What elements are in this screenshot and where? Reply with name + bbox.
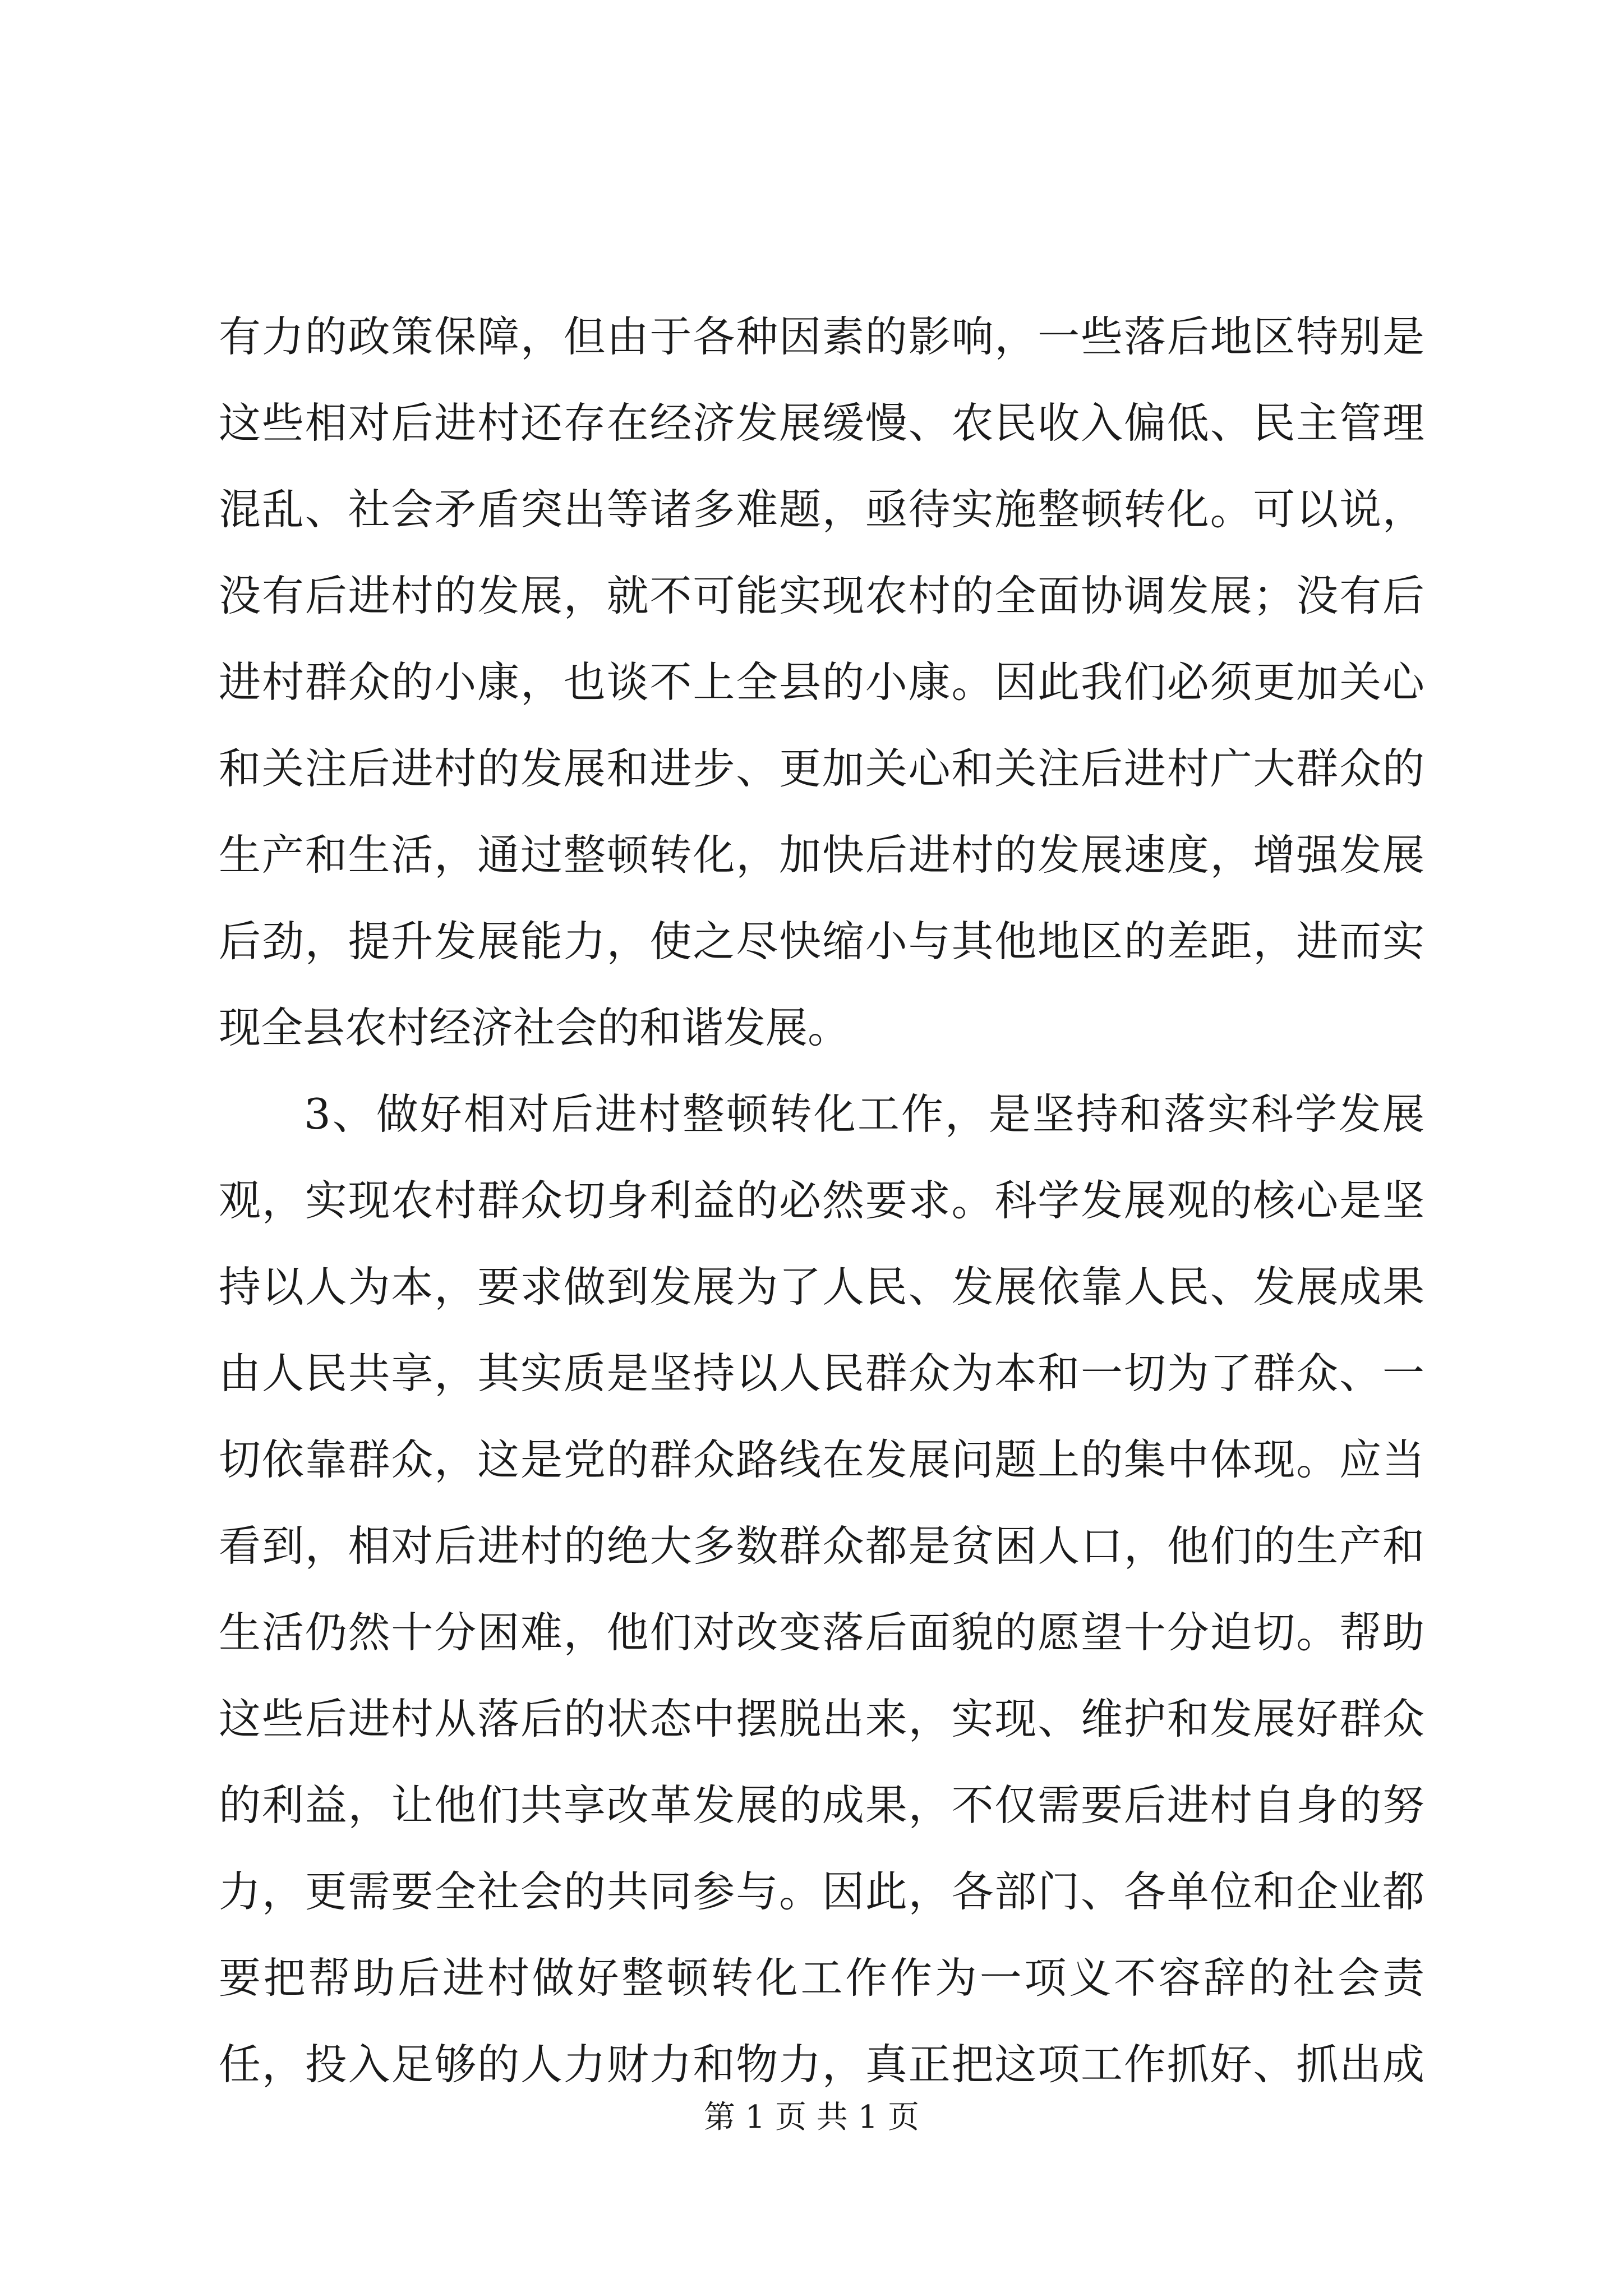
body-text-line: 的利益，让他们共享改革发展的成果，不仅需要后进村自身的努 <box>219 1780 1424 1830</box>
body-text-line: 观，实现农村群众切身利益的必然要求。科学发展观的核心是坚 <box>219 1176 1424 1225</box>
body-text-line: 后劲，提升发展能力，使之尽快缩小与其他地区的差距，进而实 <box>219 917 1424 966</box>
body-text-line: 这些后进村从落后的状态中摆脱出来，实现、维护和发展好群众 <box>219 1694 1424 1743</box>
body-text-line: 由人民共享，其实质是坚持以人民群众为本和一切为了群众、一 <box>219 1349 1424 1398</box>
paragraph-first-line: 3、做好相对后进村整顿转化工作，是坚持和落实科学发展 <box>304 1089 1424 1139</box>
body-text-line: 混乱、社会矛盾突出等诸多难题，亟待实施整顿转化。可以说， <box>219 485 1424 534</box>
body-text-line: 现全县农村经济社会的和谐发展。 <box>219 1003 850 1052</box>
body-text-line: 这些相对后进村还存在经济发展缓慢、农民收入偏低、民主管理 <box>219 398 1424 448</box>
body-text-line: 进村群众的小康，也谈不上全县的小康。因此我们必须更加关心 <box>219 657 1424 707</box>
body-text-line: 要把帮助后进村做好整顿转化工作作为一项义不容辞的社会责 <box>219 1953 1424 2003</box>
body-text-line: 任，投入足够的人力财力和物力，真正把这项工作抓好、抓出成 <box>219 2040 1424 2089</box>
body-text-line: 看到，相对后进村的绝大多数群众都是贫困人口，他们的生产和 <box>219 1521 1424 1571</box>
body-text-line: 生活仍然十分困难，他们对改变落后面貌的愿望十分迫切。帮助 <box>219 1608 1424 1657</box>
body-text-line: 有力的政策保障，但由于各种因素的影响，一些落后地区特别是 <box>219 312 1424 361</box>
body-text-line: 没有后进村的发展，就不可能实现农村的全面协调发展；没有后 <box>219 571 1424 620</box>
body-text-line: 力，更需要全社会的共同参与。因此，各部门、各单位和企业都 <box>219 1867 1424 1916</box>
body-text-line: 切依靠群众，这是党的群众路线在发展问题上的集中体现。应当 <box>219 1435 1424 1484</box>
body-text-line: 持以人为本，要求做到发展为了人民、发展依靠人民、发展成果 <box>219 1262 1424 1312</box>
body-text-line: 生产和生活，通过整顿转化，加快后进村的发展速度，增强发展 <box>219 830 1424 880</box>
page-footer-label: 第 1 页 共 1 页 <box>703 2099 920 2136</box>
body-text-line: 和关注后进村的发展和进步、更加关心和关注后进村广大群众的 <box>219 744 1424 793</box>
